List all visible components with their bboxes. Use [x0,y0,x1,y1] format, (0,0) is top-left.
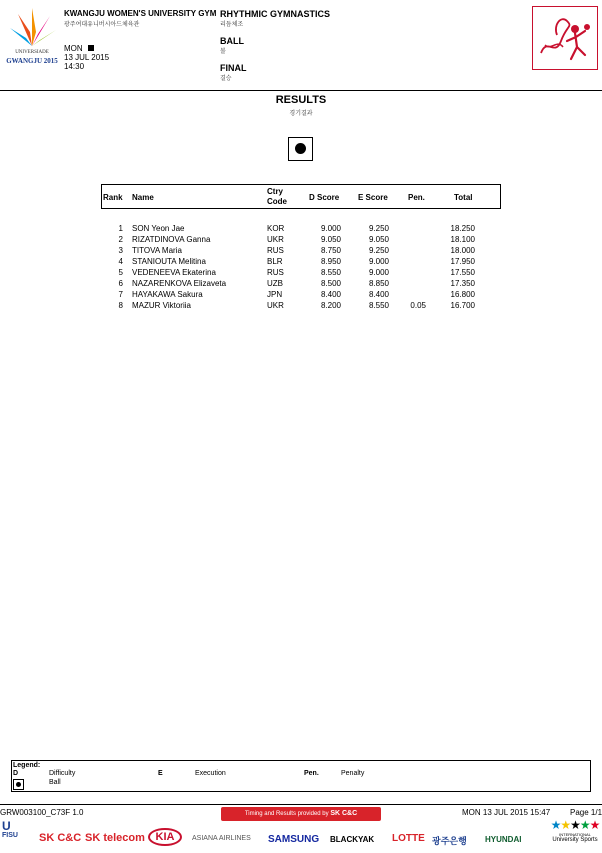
document-code: GRW003100_C73F 1.0 [0,808,84,817]
cell-d-score: 8.750 [320,246,341,255]
timing-banner [221,807,381,821]
cell-e-score: 9.050 [368,235,389,244]
ball-apparatus-icon [288,137,313,161]
cell-name: HAYAKAWA Sakura [132,290,203,299]
cell-total: 17.550 [450,268,475,277]
legend-ball-icon [13,779,24,790]
sponsor-skcc: SK C&C [39,832,82,844]
cell-e-score: 9.000 [368,257,389,266]
sponsor-kia: KIA [148,828,182,846]
sport-name-kr: 리듬체조 [220,22,244,28]
sponsor-blackyak: BLACKYAK [330,835,375,844]
report-title-kr: 경기결과 [289,111,313,117]
table-row [0,301,602,312]
sponsor-university-sports [548,818,602,843]
header-name: Name [132,193,154,202]
cell-total: 17.950 [450,257,475,266]
header-code: Code [267,197,287,206]
fisu-u-icon: U [2,819,11,833]
univ-sports-line2: University Sports [552,837,598,843]
table-row [0,268,602,279]
legend-e-key: E [158,770,163,777]
phase-name-kr: 결승 [220,76,232,82]
cell-e-score: 8.850 [368,279,389,288]
cell-total: 17.350 [450,279,475,288]
day-kr-glyph [88,45,94,51]
cell-rank: 8 [118,301,123,310]
cell-noc: RUS [267,268,284,277]
cell-d-score: 8.400 [320,290,341,299]
legend-box [11,760,591,792]
day-label: MON [64,44,83,53]
cell-e-score: 9.000 [368,268,389,277]
sponsor-asiana: ASIANA AIRLINES [192,835,251,842]
cell-name: TITOVA Maria [132,246,182,255]
print-date: MON 13 JUL 2015 15:47 [462,808,551,817]
rhythmic-gymnastics-pictogram [532,6,598,70]
table-row [0,290,602,301]
sponsor-fisu-label: FISU [2,832,18,839]
legend-d-key: D [13,770,19,777]
cell-noc: KOR [267,224,285,233]
table-row [0,224,602,235]
cell-name: MAZUR Viktoriia [132,301,191,310]
event-name: BALL [220,36,244,46]
cell-e-score: 9.250 [368,224,389,233]
cell-rank: 4 [118,257,123,266]
sport-name: RHYTHMIC GYMNASTICS [220,9,330,19]
event-name-kr: 볼 [220,49,226,55]
cell-total: 18.000 [450,246,475,255]
report-title: RESULTS [275,94,327,106]
header-penalty: Pen. [408,193,425,202]
cell-rank: 7 [118,290,123,299]
cell-penalty: 0.05 [410,301,426,310]
timing-brand: SK C&C [330,810,358,817]
cell-noc: JPN [267,290,283,299]
sponsor-samsung: SAMSUNG [268,834,320,845]
header-divider [0,90,602,91]
cell-name: NAZARENKOVA Elizaveta [132,279,227,288]
cell-total: 18.100 [450,235,475,244]
table-row [0,246,602,257]
table-row [0,235,602,246]
event-day [64,44,94,53]
flame-emblem-icon [4,6,60,50]
table-row [0,279,602,290]
cell-noc: UKR [267,301,284,310]
sponsor-fisu [2,820,22,850]
header-ctry-code [267,187,287,207]
ball-icon [295,143,306,154]
cell-name: SON Yeon Jae [132,224,185,233]
page-number: Page 1/1 [570,808,602,817]
legend-e-value: Execution [195,770,226,777]
cell-d-score: 8.950 [320,257,341,266]
sponsor-sktelecom: SK telecom [85,832,145,844]
cell-name: VEDENEEVA Ekaterina [132,268,216,277]
cell-rank: 1 [118,224,123,233]
cell-d-score: 9.050 [320,235,341,244]
univ-sports-line1: INTERNATIONAL [559,832,591,837]
legend-pen-key: Pen. [304,770,319,777]
cell-noc: UKR [267,235,284,244]
cell-total: 16.800 [450,290,475,299]
legend-d-value: Difficulty [49,770,76,777]
sponsor-kjbank: 광주은행 [432,836,467,846]
logo-text-line2: GWANGJU 2015 [6,57,58,65]
venue-name-kr: 광주여대유니버시아드체육관 [64,22,140,28]
header-rank: Rank [103,193,123,202]
cell-d-score: 9.000 [320,224,341,233]
cell-noc: BLR [267,257,283,266]
phase-name: FINAL [220,63,247,73]
header-d-score: D Score [309,193,340,202]
logo-text-line1: UNIVERSIADE [15,50,49,55]
legend-title: Legend: [13,762,41,769]
cell-e-score: 8.400 [368,290,389,299]
legend-pen-value: Penalty [341,770,365,777]
universiade-logo [4,6,60,68]
header-total: Total [454,193,473,202]
stars-icon: ★★★★★ [550,818,600,832]
gymnast-ribbon-icon [533,7,596,68]
cell-noc: RUS [267,246,284,255]
sponsor-lotte: LOTTE [392,833,425,844]
results-table-header [101,184,501,209]
cell-noc: UZB [267,279,283,288]
timing-text: Timing and Results provided by [244,811,329,817]
cell-e-score: 9.250 [368,246,389,255]
venue-name: KWANGJU WOMEN'S UNIVERSITY GYM [64,9,217,18]
cell-rank: 6 [118,279,123,288]
cell-name: RIZATDINOVA Ganna [132,235,211,244]
cell-d-score: 8.550 [320,268,341,277]
cell-e-score: 8.550 [368,301,389,310]
cell-d-score: 8.200 [320,301,341,310]
event-date: 13 JUL 2015 [64,53,110,62]
table-row [0,257,602,268]
legend-ball-value: Ball [49,779,61,786]
header-ctry: Ctry [267,187,284,196]
header-e-score: E Score [358,193,388,202]
footer-divider [0,804,602,805]
cell-total: 16.700 [450,301,475,310]
cell-rank: 5 [118,268,123,277]
event-time: 14:30 [64,62,85,71]
cell-total: 18.250 [450,224,475,233]
sponsor-hyundai: HYUNDAI [485,835,522,844]
cell-rank: 2 [118,235,123,244]
cell-name: STANIOUTA Melitina [132,257,206,266]
cell-d-score: 8.500 [320,279,341,288]
cell-rank: 3 [118,246,123,255]
